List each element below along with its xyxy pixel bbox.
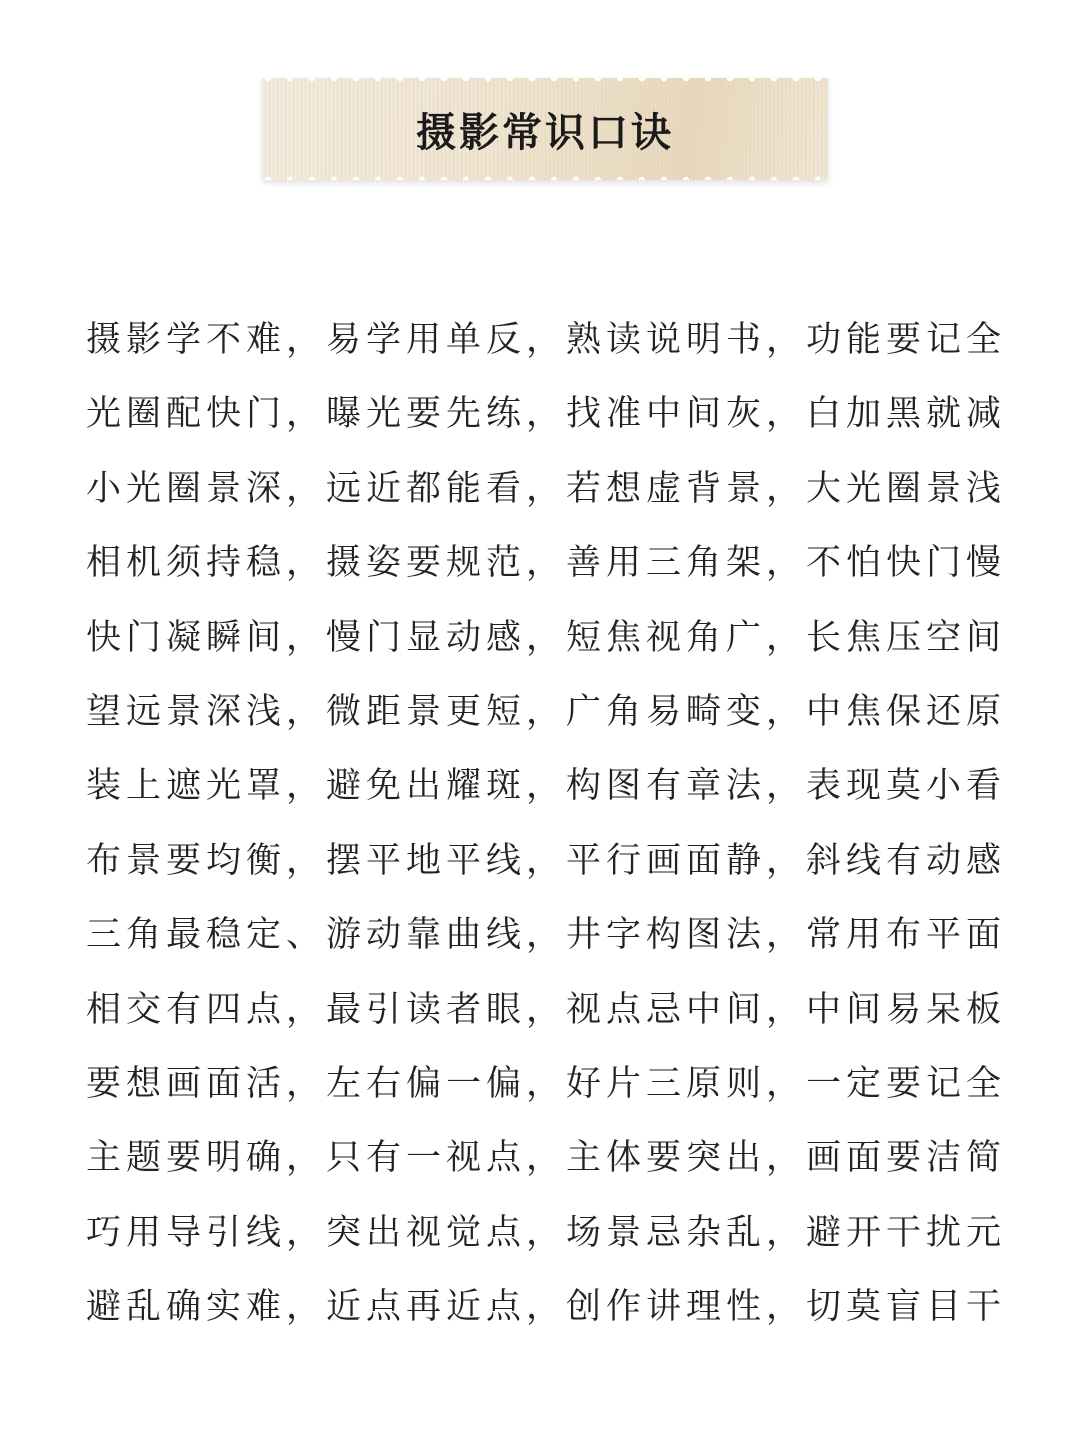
poem-line-9: 三角最稳定、游动靠曲线，井字构图法，常用布平面: [86, 915, 1007, 956]
poem-line-13: 巧用导引线，突出视觉点，场景忌杂乱，避开干扰元: [86, 1212, 1007, 1253]
page-title: 摄影常识口诀: [416, 109, 674, 156]
poem-line-10: 相交有四点，最引读者眼，视点忌中间，中间易呆板: [86, 989, 1007, 1030]
poem-line-3: 小光圈景深，远近都能看，若想虚背景，大光圈景浅: [86, 468, 1007, 509]
title-banner: [262, 78, 828, 180]
poem-line-2: 光圈配快门，曝光要先练，找准中间灰，白加黑就减: [86, 394, 1007, 435]
poem-line-5: 快门凝瞬间，慢门显动感，短焦视角广，长焦压空间: [86, 617, 1007, 658]
poem-line-14: 避乱确实难，近点再近点，创作讲理性，切莫盲目干: [86, 1287, 1007, 1328]
poem-line-8: 布景要均衡，摆平地平线，平行画面静，斜线有动感: [86, 840, 1007, 881]
poem-line-1: 摄影学不难，易学用单反，熟读说明书，功能要记全: [86, 320, 1007, 360]
poem-line-7: 装上遮光罩，避免出耀斑，构图有章法，表现莫小看: [86, 766, 1007, 807]
poem-line-4: 相机须持稳，摄姿要规范，善用三角架，不怕快门慢: [86, 543, 1007, 584]
poem-text: [86, 312, 1007, 1353]
poem-line-11: 要想画面活，左右偏一偏，好片三原则，一定要记全: [86, 1063, 1007, 1104]
poem-line-6: 望远景深浅，微距景更短，广角易畸变，中焦保还原: [86, 691, 1007, 732]
poem-line-12: 主题要明确，只有一视点，主体要突出，画面要洁简: [86, 1138, 1007, 1179]
